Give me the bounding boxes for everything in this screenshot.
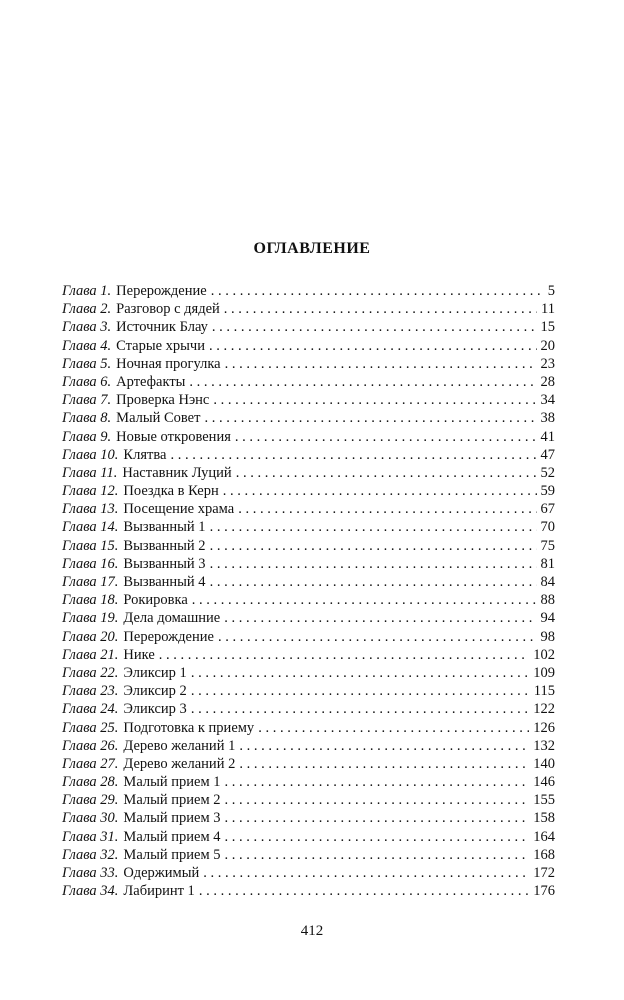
chapter-page: 81 xyxy=(540,555,555,572)
chapter-number: Глава 22. xyxy=(62,664,119,681)
dot-leader xyxy=(235,428,537,446)
chapter-number: Глава 27. xyxy=(62,755,119,772)
chapter-page: 23 xyxy=(540,355,555,372)
chapter-number: Глава 26. xyxy=(62,737,119,754)
page-number: 412 xyxy=(300,923,324,939)
chapter-number: Глава 24. xyxy=(62,701,119,718)
chapter-number: Глава 33. xyxy=(62,865,119,881)
chapter-number: Глава 18. xyxy=(62,592,119,609)
dot-leader xyxy=(209,337,537,355)
chapter-number: Глава 29. xyxy=(62,792,119,809)
chapter-number: Глава 4. xyxy=(62,337,112,354)
chapter-page: 75 xyxy=(540,537,555,554)
toc-entry xyxy=(62,464,555,482)
dot-leader xyxy=(170,446,536,464)
chapter-number: Глава 7. xyxy=(62,392,112,409)
chapter-number: Глава 3. xyxy=(62,319,112,336)
chapter-page: 84 xyxy=(540,574,555,590)
chapter-title: Нике xyxy=(123,646,155,663)
chapter-page: 176 xyxy=(533,883,555,900)
dot-leader xyxy=(189,373,536,391)
chapter-title: Дела домашние xyxy=(123,610,221,627)
toc-entry xyxy=(62,337,555,355)
dot-leader xyxy=(239,755,529,773)
chapter-title: Вызванный 3 xyxy=(123,555,206,572)
chapter-title: Малый прием 1 xyxy=(123,774,221,791)
toc-entry xyxy=(62,682,555,700)
chapter-number: Глава 32. xyxy=(62,846,119,863)
chapter-title: Источник Блау xyxy=(116,319,208,336)
chapter-title: Дерево желаний 1 xyxy=(123,737,236,754)
toc-entry xyxy=(62,791,555,809)
toc-entry xyxy=(62,809,555,827)
chapter-number: Глава 20. xyxy=(62,628,119,645)
toc-entry xyxy=(62,846,555,864)
dot-leader xyxy=(192,591,537,609)
dot-leader xyxy=(236,464,537,482)
chapter-title: Малый прием 2 xyxy=(123,792,221,809)
dot-leader xyxy=(203,864,529,882)
chapter-number: Глава 5. xyxy=(62,355,112,372)
dot-leader xyxy=(159,646,529,664)
toc-entry xyxy=(62,355,555,373)
chapter-title: Вызванный 2 xyxy=(123,537,206,554)
chapter-number: Глава 15. xyxy=(62,537,119,554)
chapter-title: Эликсир 1 xyxy=(123,664,187,681)
toc-entry xyxy=(62,646,555,664)
chapter-page: 67 xyxy=(540,501,555,518)
chapter-page: 70 xyxy=(540,519,555,536)
dot-leader xyxy=(191,682,530,700)
chapter-number: Глава 9. xyxy=(62,428,112,445)
toc-entry xyxy=(62,882,555,900)
toc-entry xyxy=(62,555,555,573)
dot-leader xyxy=(225,828,530,846)
dot-leader xyxy=(218,628,537,646)
chapter-number: Глава 23. xyxy=(62,683,119,700)
toc-entry xyxy=(62,628,555,646)
chapter-page: 20 xyxy=(540,337,555,354)
dot-leader xyxy=(210,555,537,573)
chapter-title: Одержимый xyxy=(123,865,200,881)
toc-entry xyxy=(62,737,555,755)
chapter-number: Глава 34. xyxy=(62,883,119,900)
toc-entry xyxy=(62,482,555,500)
chapter-page: 168 xyxy=(533,846,555,863)
toc-entry xyxy=(62,446,555,464)
dot-leader xyxy=(210,573,537,591)
toc-entry xyxy=(62,573,555,591)
chapter-number: Глава 2. xyxy=(62,301,112,318)
chapter-number: Глава 16. xyxy=(62,555,119,572)
table-of-contents xyxy=(62,282,555,900)
toc-entry xyxy=(62,373,555,391)
dot-leader xyxy=(211,282,544,300)
chapter-page: 102 xyxy=(533,646,555,663)
toc-entry xyxy=(62,428,555,446)
chapter-title: Ночная прогулка xyxy=(116,355,221,372)
toc-entry xyxy=(62,518,555,536)
dot-leader xyxy=(213,391,536,409)
toc-entry xyxy=(62,537,555,555)
chapter-page: 122 xyxy=(533,701,555,718)
chapter-title: Малый Совет xyxy=(116,410,201,427)
toc-entry xyxy=(62,391,555,409)
toc-entry xyxy=(62,755,555,773)
chapter-page: 164 xyxy=(533,828,555,845)
chapter-title: Клятва xyxy=(123,446,167,463)
chapter-page: 115 xyxy=(533,683,555,700)
dot-leader xyxy=(258,719,529,737)
chapter-page: 146 xyxy=(533,774,555,791)
chapter-title: Рокировка xyxy=(123,592,188,609)
toc-entry xyxy=(62,828,555,846)
dot-leader xyxy=(239,737,529,755)
chapter-title: Проверка Нэнс xyxy=(116,392,210,409)
chapter-number: Глава 14. xyxy=(62,519,119,536)
toc-entry xyxy=(62,719,555,737)
dot-leader xyxy=(191,700,529,718)
chapter-title: Старые хрычи xyxy=(116,337,205,354)
chapter-page: 172 xyxy=(533,865,555,881)
chapter-page: 109 xyxy=(533,664,555,681)
chapter-number: Глава 12. xyxy=(62,483,119,500)
toc-entry xyxy=(62,700,555,718)
dot-leader xyxy=(225,773,530,791)
toc-entry xyxy=(62,318,555,336)
chapter-page: 132 xyxy=(533,737,555,754)
chapter-page: 155 xyxy=(533,792,555,809)
chapter-page: 52 xyxy=(540,464,555,481)
chapter-title: Дерево желаний 2 xyxy=(123,755,236,772)
chapter-page: 140 xyxy=(533,755,555,772)
chapter-page: 41 xyxy=(540,428,555,445)
chapter-number: Глава 10. xyxy=(62,446,119,463)
chapter-page: 5 xyxy=(547,283,555,299)
chapter-page: 15 xyxy=(540,319,555,336)
toc-entry xyxy=(62,864,555,882)
dot-leader xyxy=(212,318,537,336)
chapter-number: Глава 31. xyxy=(62,828,119,845)
dot-leader xyxy=(224,609,536,627)
chapter-title: Вызванный 4 xyxy=(123,574,206,590)
page-title: ОГЛАВЛЕНИЕ xyxy=(253,240,371,257)
chapter-page: 59 xyxy=(540,483,555,500)
toc-entry xyxy=(62,500,555,518)
chapter-page: 94 xyxy=(540,610,555,627)
toc-entry xyxy=(62,282,555,300)
toc-entry xyxy=(62,591,555,609)
dot-leader xyxy=(225,355,537,373)
dot-leader xyxy=(210,537,537,555)
chapter-title: Малый прием 5 xyxy=(123,846,221,863)
chapter-number: Глава 8. xyxy=(62,410,112,427)
chapter-title: Эликсир 2 xyxy=(123,683,187,700)
chapter-number: Глава 17. xyxy=(62,574,119,590)
chapter-title: Новые откровения xyxy=(116,428,231,445)
dot-leader xyxy=(238,500,536,518)
toc-entry xyxy=(62,773,555,791)
dot-leader xyxy=(224,300,537,318)
chapter-page: 11 xyxy=(541,301,555,318)
toc-entry xyxy=(62,300,555,318)
chapter-title: Вызванный 1 xyxy=(123,519,206,536)
chapter-title: Артефакты xyxy=(116,373,186,390)
chapter-title: Малый прием 4 xyxy=(123,828,221,845)
chapter-number: Глава 21. xyxy=(62,646,119,663)
dot-leader xyxy=(225,846,530,864)
dot-leader xyxy=(223,482,537,500)
chapter-title: Перерождение xyxy=(116,283,207,299)
chapter-title: Посещение храма xyxy=(123,501,235,518)
chapter-page: 34 xyxy=(540,392,555,409)
dot-leader xyxy=(204,409,536,427)
chapter-number: Глава 13. xyxy=(62,501,119,518)
dot-leader xyxy=(199,882,529,900)
chapter-title: Перерождение xyxy=(123,628,214,645)
chapter-page: 88 xyxy=(540,592,555,609)
dot-leader xyxy=(191,664,529,682)
dot-leader xyxy=(225,809,530,827)
chapter-number: Глава 19. xyxy=(62,610,119,627)
chapter-number: Глава 25. xyxy=(62,719,119,736)
chapter-page: 126 xyxy=(533,719,555,736)
chapter-title: Поездка в Керн xyxy=(123,483,219,500)
chapter-page: 158 xyxy=(533,810,555,827)
toc-entry xyxy=(62,664,555,682)
chapter-title: Подготовка к приему xyxy=(123,719,255,736)
chapter-title: Эликсир 3 xyxy=(123,701,187,718)
chapter-number: Глава 1. xyxy=(62,283,112,299)
chapter-page: 38 xyxy=(540,410,555,427)
chapter-number: Глава 30. xyxy=(62,810,119,827)
chapter-page: 47 xyxy=(540,446,555,463)
chapter-number: Глава 28. xyxy=(62,774,119,791)
toc-entry xyxy=(62,609,555,627)
dot-leader xyxy=(225,791,530,809)
dot-leader xyxy=(210,518,537,536)
chapter-title: Разговор с дядей xyxy=(116,301,220,318)
chapter-title: Малый прием 3 xyxy=(123,810,221,827)
chapter-title: Наставник Луций xyxy=(122,464,232,481)
toc-entry xyxy=(62,409,555,427)
chapter-number: Глава 6. xyxy=(62,373,112,390)
chapter-page: 28 xyxy=(540,373,555,390)
chapter-title: Лабиринт 1 xyxy=(123,883,195,900)
chapter-number: Глава 11. xyxy=(62,464,118,481)
chapter-page: 98 xyxy=(540,628,555,645)
